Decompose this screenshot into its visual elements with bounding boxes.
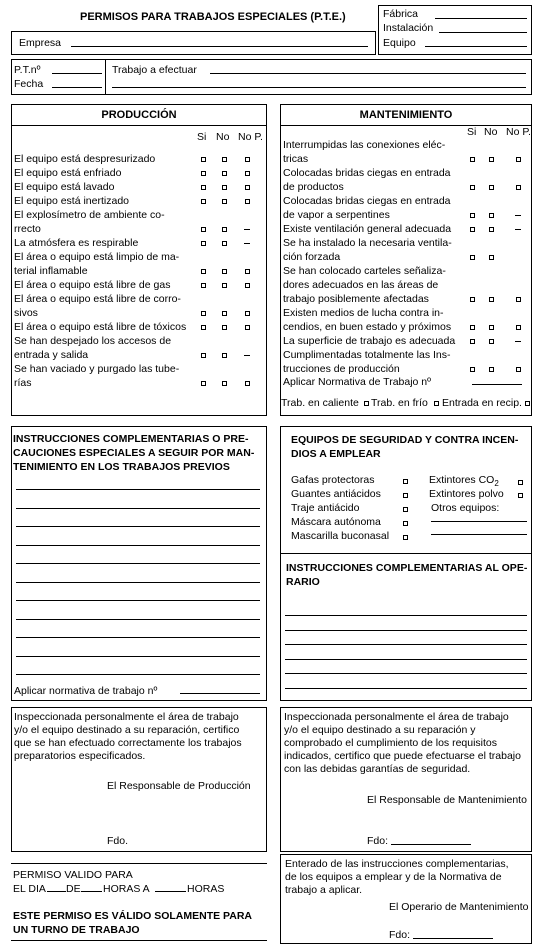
produccion-item-8-no-checkbox[interactable] (222, 283, 227, 288)
instr-prev-writing-line[interactable] (16, 674, 260, 675)
mantenimiento-item-7-line-2: cendios, en buen estado y próximos (283, 321, 452, 333)
produccion-item-7-np-checkbox[interactable] (245, 269, 250, 274)
instr-operario-title-1: INSTRUCCIONES COMPLEMENTARIAS AL OPE- (286, 562, 528, 574)
equipo-item-checkbox[interactable] (403, 493, 408, 498)
equipo-item-label: Gafas protectoras (291, 474, 375, 486)
turno-note-1: ESTE PERMISO ES VÁLIDO SOLAMENTE PARA (13, 910, 252, 922)
ptn-label: P.T.nº (14, 64, 41, 76)
produccion-item-6-si-checkbox[interactable] (201, 241, 206, 246)
trabajo-label: Trabajo a efectuar (112, 64, 197, 76)
fdo-operario-field[interactable] (413, 938, 493, 939)
instr-prev-normativa-field[interactable] (180, 693, 260, 694)
produccion-item-2-no-checkbox[interactable] (222, 171, 227, 176)
responsable-produccion: El Responsable de Producción (107, 780, 251, 792)
mantenimiento-item-4-si-checkbox[interactable] (470, 227, 475, 232)
produccion-item-2-line-1: El equipo está enfriado (14, 167, 122, 179)
produccion-item-3-no-checkbox[interactable] (222, 185, 227, 190)
mantenimiento-item-3-si-checkbox[interactable] (470, 213, 475, 218)
fecha-label: Fecha (14, 78, 44, 90)
horas-a-label: HORAS A (103, 883, 150, 895)
mantenimiento-item-2-line-2: de productos (283, 181, 344, 193)
instr-operario-writing-line[interactable] (285, 630, 527, 631)
fdo-mantenimiento-label: Fdo: (367, 835, 389, 847)
equipos-title-2: DIOS A EMPLEAR (291, 448, 381, 460)
cert-mant-line-2: y/o el equipo destinado a su reparación y (284, 724, 476, 736)
mantenimiento-item-3-no-checkbox[interactable] (489, 213, 494, 218)
horas-field[interactable] (155, 891, 186, 892)
produccion-item-8-np-checkbox[interactable] (245, 283, 250, 288)
mantenimiento-item-6-line-1: Se han colocado carteles señaliza- (283, 265, 446, 277)
instr-operario-title-2: RARIO (286, 576, 320, 588)
produccion-item-6-line-1: La atmósfera es respirable (14, 237, 139, 249)
instr-prev-writing-line[interactable] (16, 582, 260, 583)
cert-produccion-panel (11, 707, 267, 852)
instr-prev-writing-line[interactable] (16, 545, 260, 546)
empresa-label: Empresa (19, 37, 62, 49)
equipo-field[interactable] (425, 46, 527, 47)
turno-note-2: UN TURNO DE TRABAJO (13, 924, 140, 936)
instalacion-label: Instalación (383, 22, 434, 34)
mantenimiento-col-np: No P. (506, 126, 531, 138)
cert-prod-line-2: y/o el equipo destinado a su reparación, certifico (14, 724, 240, 736)
produccion-item-9-line-2: sivos (14, 307, 38, 319)
mantenimiento-item-2-no-checkbox[interactable] (489, 185, 494, 190)
horas-label: HORAS (187, 883, 225, 895)
validez-top-rule (11, 863, 267, 864)
mantenimiento-item-6-si-checkbox[interactable] (470, 297, 475, 302)
produccion-item-7-line-2: terial inflamable (14, 265, 88, 277)
instr-prev-writing-line[interactable] (16, 563, 260, 564)
mantenimiento-normativa-label: Aplicar Normativa de Trabajo nº (283, 376, 431, 388)
produccion-item-9-line-1: El área o equipo está libre de corro- (14, 293, 181, 305)
equipos-title-1: EQUIPOS DE SEGURIDAD Y CONTRA INCEN- (291, 434, 519, 446)
mantenimiento-item-5-si-checkbox[interactable] (470, 255, 475, 260)
produccion-item-6-np-dash (244, 243, 250, 244)
operario-line-3: trabajo a aplicar. (285, 884, 363, 896)
cert-mant-line-5: con las debidas garantías de seguridad. (284, 763, 471, 775)
mantenimiento-item-8-si-checkbox[interactable] (470, 339, 475, 344)
equipo-item-checkbox[interactable] (403, 479, 408, 484)
otros-equipos-field-1[interactable] (431, 521, 527, 522)
produccion-item-11-line-2: entrada y salida (14, 349, 89, 361)
produccion-item-7-si-checkbox[interactable] (201, 269, 206, 274)
mantenimiento-item-9-np-checkbox[interactable] (516, 367, 521, 372)
mantenimiento-normativa-field[interactable] (472, 384, 522, 385)
instr-operario-writing-line[interactable] (285, 644, 527, 645)
cert-mantenimiento-panel (280, 707, 532, 852)
mantenimiento-col-si: Si (467, 126, 477, 138)
mantenimiento-item-8-no-checkbox[interactable] (489, 339, 494, 344)
instr-prev-title-1: INSTRUCCIONES COMPLEMENTARIAS O PRE- (13, 433, 249, 445)
cert-mant-line-4: indicados, certifico que puede efectuarse el trabajo (284, 750, 521, 762)
instr-prev-writing-line[interactable] (16, 637, 260, 638)
instrucciones-previas-panel (11, 426, 267, 701)
trab-caliente-checkbox[interactable] (364, 401, 369, 406)
mantenimiento-item-5-line-2: ción forzada (283, 251, 341, 263)
mantenimiento-item-3-line-1: Colocadas bridas ciegas en entrada (283, 195, 451, 207)
mantenimiento-item-6-line-3: trabajo posiblemente afectadas (283, 293, 429, 305)
produccion-item-10-no-checkbox[interactable] (222, 325, 227, 330)
mantenimiento-title: MANTENIMIENTO (359, 109, 453, 121)
produccion-item-5-no-checkbox[interactable] (222, 227, 227, 232)
validez-bottom-rule (11, 940, 267, 941)
mantenimiento-item-8-np-dash (515, 341, 521, 342)
produccion-item-1-np-checkbox[interactable] (245, 157, 250, 162)
mantenimiento-item-4-np-dash (515, 229, 521, 230)
operario-line-1: Enterado de las instrucciones complementarias, (285, 858, 509, 870)
el-dia-label: EL DIA (13, 883, 46, 895)
empresa-box (11, 31, 376, 55)
mes-field[interactable] (81, 891, 102, 892)
fabrica-box (378, 5, 532, 55)
cert-mant-line-3: comprobado el cumplimiento de los requisitos (284, 737, 498, 749)
entrada-recip-checkbox[interactable] (525, 401, 530, 406)
instr-prev-title-3: TENIMIENTO EN LOS TRABAJOS PREVIOS (13, 461, 230, 473)
mantenimiento-item-2-np-checkbox[interactable] (516, 185, 521, 190)
instalacion-field[interactable] (439, 32, 527, 33)
equipo-item-label: Traje antiácido (291, 502, 360, 514)
fdo-operario-label: Fdo: (389, 929, 411, 941)
co2-subscript: 2 (494, 479, 499, 489)
trabajo-field-1[interactable] (210, 73, 526, 74)
produccion-item-9-no-checkbox[interactable] (222, 311, 227, 316)
instr-operario-writing-line[interactable] (285, 673, 527, 674)
ptn-field[interactable] (52, 73, 102, 74)
produccion-item-4-si-checkbox[interactable] (201, 199, 206, 204)
instr-prev-writing-line[interactable] (16, 619, 260, 620)
mantenimiento-item-9-line-1: Cumplimentadas totalmente las Ins- (283, 349, 451, 361)
mantenimiento-item-4-line-1: Existe ventilación general adecuada (283, 223, 452, 235)
mantenimiento-item-1-no-checkbox[interactable] (489, 157, 494, 162)
instr-prev-writing-line[interactable] (16, 489, 260, 490)
produccion-item-7-no-checkbox[interactable] (222, 269, 227, 274)
instr-operario-writing-line[interactable] (285, 688, 527, 689)
fabrica-field[interactable] (435, 18, 527, 19)
equipo-label: Equipo (383, 37, 416, 49)
instr-operario-writing-line[interactable] (285, 659, 527, 660)
produccion-item-5-line-1: El explosímetro de ambiente co- (14, 209, 165, 221)
mantenimiento-item-1-line-2: tricas (283, 153, 309, 165)
produccion-item-3-np-checkbox[interactable] (245, 185, 250, 190)
mantenimiento-item-6-line-2: dores adecuados en las áreas de (283, 279, 439, 291)
equipo-item-label: Máscara autónoma (291, 516, 381, 528)
produccion-item-10-np-checkbox[interactable] (245, 325, 250, 330)
empresa-field[interactable] (71, 46, 368, 47)
trab-frio-checkbox[interactable] (434, 401, 439, 406)
produccion-item-4-no-checkbox[interactable] (222, 199, 227, 204)
mantenimiento-item-6-np-checkbox[interactable] (516, 297, 521, 302)
produccion-title: PRODUCCIÓN (101, 109, 177, 121)
cert-mant-line-1: Inspeccionada personalmente el área de trabajo (284, 711, 509, 723)
produccion-title-rule (12, 125, 266, 126)
equipo-item-checkbox[interactable] (403, 535, 408, 540)
mantenimiento-item-7-no-checkbox[interactable] (489, 325, 494, 330)
extintores-co2-text: Extintores CO (429, 474, 495, 486)
de-label: DE (66, 883, 81, 895)
id-row-box (11, 59, 532, 95)
equipo-item-label: Mascarilla buconasal (291, 530, 390, 542)
mantenimiento-col-no: No (484, 126, 498, 138)
equipo-item-label: Guantes antiácidos (291, 488, 381, 500)
produccion-panel (11, 104, 267, 416)
mantenimiento-item-5-line-1: Se ha instalado la necesaria ventila- (283, 237, 452, 249)
produccion-item-7-line-1: El área o equipo está limpio de ma- (14, 251, 180, 263)
produccion-item-11-line-1: Se han despejado los accesos de (14, 335, 172, 347)
produccion-item-11-no-checkbox[interactable] (222, 353, 227, 358)
produccion-item-1-line-1: El equipo está despresurizado (14, 153, 156, 165)
id-row-divider (105, 60, 106, 94)
mantenimiento-item-9-no-checkbox[interactable] (489, 367, 494, 372)
fabrica-label: Fábrica (383, 8, 419, 20)
produccion-col-no: No (216, 131, 230, 143)
cert-prod-line-4: preparatorios especificados. (14, 750, 146, 762)
equipos-panel (280, 426, 532, 701)
instr-prev-writing-line[interactable] (16, 526, 260, 527)
mantenimiento-item-3-np-dash (515, 215, 521, 216)
produccion-item-12-no-checkbox[interactable] (222, 381, 227, 386)
fecha-field[interactable] (52, 87, 102, 88)
mantenimiento-item-1-np-checkbox[interactable] (516, 157, 521, 162)
fdo-mantenimiento-field[interactable] (391, 844, 471, 845)
produccion-item-1-no-checkbox[interactable] (222, 157, 227, 162)
otros-equipos-field-2[interactable] (431, 534, 527, 535)
otros-equipos-label: Otros equipos: (431, 502, 500, 514)
instr-operario-writing-line[interactable] (285, 615, 527, 616)
produccion-item-9-np-checkbox[interactable] (245, 311, 250, 316)
instr-prev-normativa-label: Aplicar normativa de trabajo nº (14, 685, 158, 697)
instr-prev-writing-line[interactable] (16, 508, 260, 509)
trabajo-field-2[interactable] (112, 87, 526, 88)
produccion-item-2-np-checkbox[interactable] (245, 171, 250, 176)
produccion-item-10-line-1: El área o equipo está libre de tóxicos (14, 321, 187, 333)
produccion-item-8-si-checkbox[interactable] (201, 283, 206, 288)
produccion-item-5-si-checkbox[interactable] (201, 227, 206, 232)
produccion-item-9-si-checkbox[interactable] (201, 311, 206, 316)
extintores-polvo-checkbox[interactable] (518, 493, 523, 498)
cert-prod-line-3: que se han efectuado correctamente los trabajos (14, 737, 242, 749)
mantenimiento-item-2-si-checkbox[interactable] (470, 185, 475, 190)
extintores-polvo-label: Extintores polvo (429, 488, 504, 500)
trab-frio-label: Trab. en frío (371, 397, 428, 409)
operario-line-2: de los equipos a emplear y de la Normativa de (285, 871, 502, 883)
produccion-item-6-no-checkbox[interactable] (222, 241, 227, 246)
produccion-item-12-line-2: rías (14, 377, 32, 389)
mantenimiento-item-4-no-checkbox[interactable] (489, 227, 494, 232)
operario-panel (280, 854, 532, 944)
produccion-item-2-si-checkbox[interactable] (201, 171, 206, 176)
extintores-co2-checkbox[interactable] (518, 480, 523, 485)
produccion-item-11-np-dash (244, 355, 250, 356)
produccion-item-12-np-checkbox[interactable] (245, 381, 250, 386)
responsable-mantenimiento: El Responsable de Mantenimiento (367, 794, 527, 806)
produccion-item-12-line-1: Se han vaciado y purgado las tube- (14, 363, 180, 375)
mantenimiento-item-7-line-1: Existen medios de lucha contra in- (283, 307, 444, 319)
fdo-produccion-label: Fdo. (107, 835, 129, 847)
mantenimiento-panel (280, 104, 532, 416)
instr-prev-writing-line[interactable] (16, 600, 260, 601)
produccion-item-8-line-1: El área o equipo está libre de gas (14, 279, 171, 291)
mantenimiento-item-1-line-1: Interrumpidas las conexiones eléc- (283, 139, 446, 151)
produccion-item-10-si-checkbox[interactable] (201, 325, 206, 330)
mantenimiento-item-6-no-checkbox[interactable] (489, 297, 494, 302)
produccion-item-4-np-checkbox[interactable] (245, 199, 250, 204)
mantenimiento-item-9-line-2: trucciones de producción (283, 363, 400, 375)
produccion-item-4-line-1: El equipo está inertizado (14, 195, 129, 207)
produccion-item-3-si-checkbox[interactable] (201, 185, 206, 190)
produccion-item-5-np-dash (244, 229, 250, 230)
operario-title: El Operario de Mantenimiento (389, 901, 529, 913)
mantenimiento-item-2-line-1: Colocadas bridas ciegas en entrada (283, 167, 451, 179)
produccion-item-5-line-2: rrecto (14, 223, 41, 235)
produccion-item-3-line-1: El equipo está lavado (14, 181, 115, 193)
produccion-col-si: Si (197, 131, 207, 143)
mantenimiento-item-9-si-checkbox[interactable] (470, 367, 475, 372)
mantenimiento-item-5-no-checkbox[interactable] (489, 255, 494, 260)
mantenimiento-item-7-si-checkbox[interactable] (470, 325, 475, 330)
produccion-col-np: No P. (238, 131, 263, 143)
equipo-item-checkbox[interactable] (403, 507, 408, 512)
entrada-recip-label: Entrada en recip. (442, 397, 522, 409)
equipo-item-checkbox[interactable] (403, 521, 408, 526)
form-title: PERMISOS PARA TRABAJOS ESPECIALES (P.T.E.) (80, 11, 346, 23)
produccion-item-11-si-checkbox[interactable] (201, 353, 206, 358)
permiso-valido-label: PERMISO VALIDO PARA (13, 869, 133, 881)
instr-prev-writing-line[interactable] (16, 656, 260, 657)
trab-caliente-label: Trab. en caliente (281, 397, 359, 409)
mantenimiento-item-8-line-1: La superficie de trabajo es adecuada (283, 335, 456, 347)
dia-field[interactable] (47, 891, 66, 892)
mantenimiento-item-3-line-2: de vapor a serpentines (283, 209, 390, 221)
mantenimiento-item-1-si-checkbox[interactable] (470, 157, 475, 162)
mantenimiento-item-7-np-checkbox[interactable] (516, 325, 521, 330)
cert-prod-line-1: Inspeccionada personalmente el área de trabajo (14, 711, 239, 723)
equipos-divider (281, 553, 531, 554)
instr-prev-title-2: CAUCIONES ESPECIALES A SEGUIR POR MAN- (13, 447, 255, 459)
produccion-item-1-si-checkbox[interactable] (201, 157, 206, 162)
produccion-item-12-si-checkbox[interactable] (201, 381, 206, 386)
